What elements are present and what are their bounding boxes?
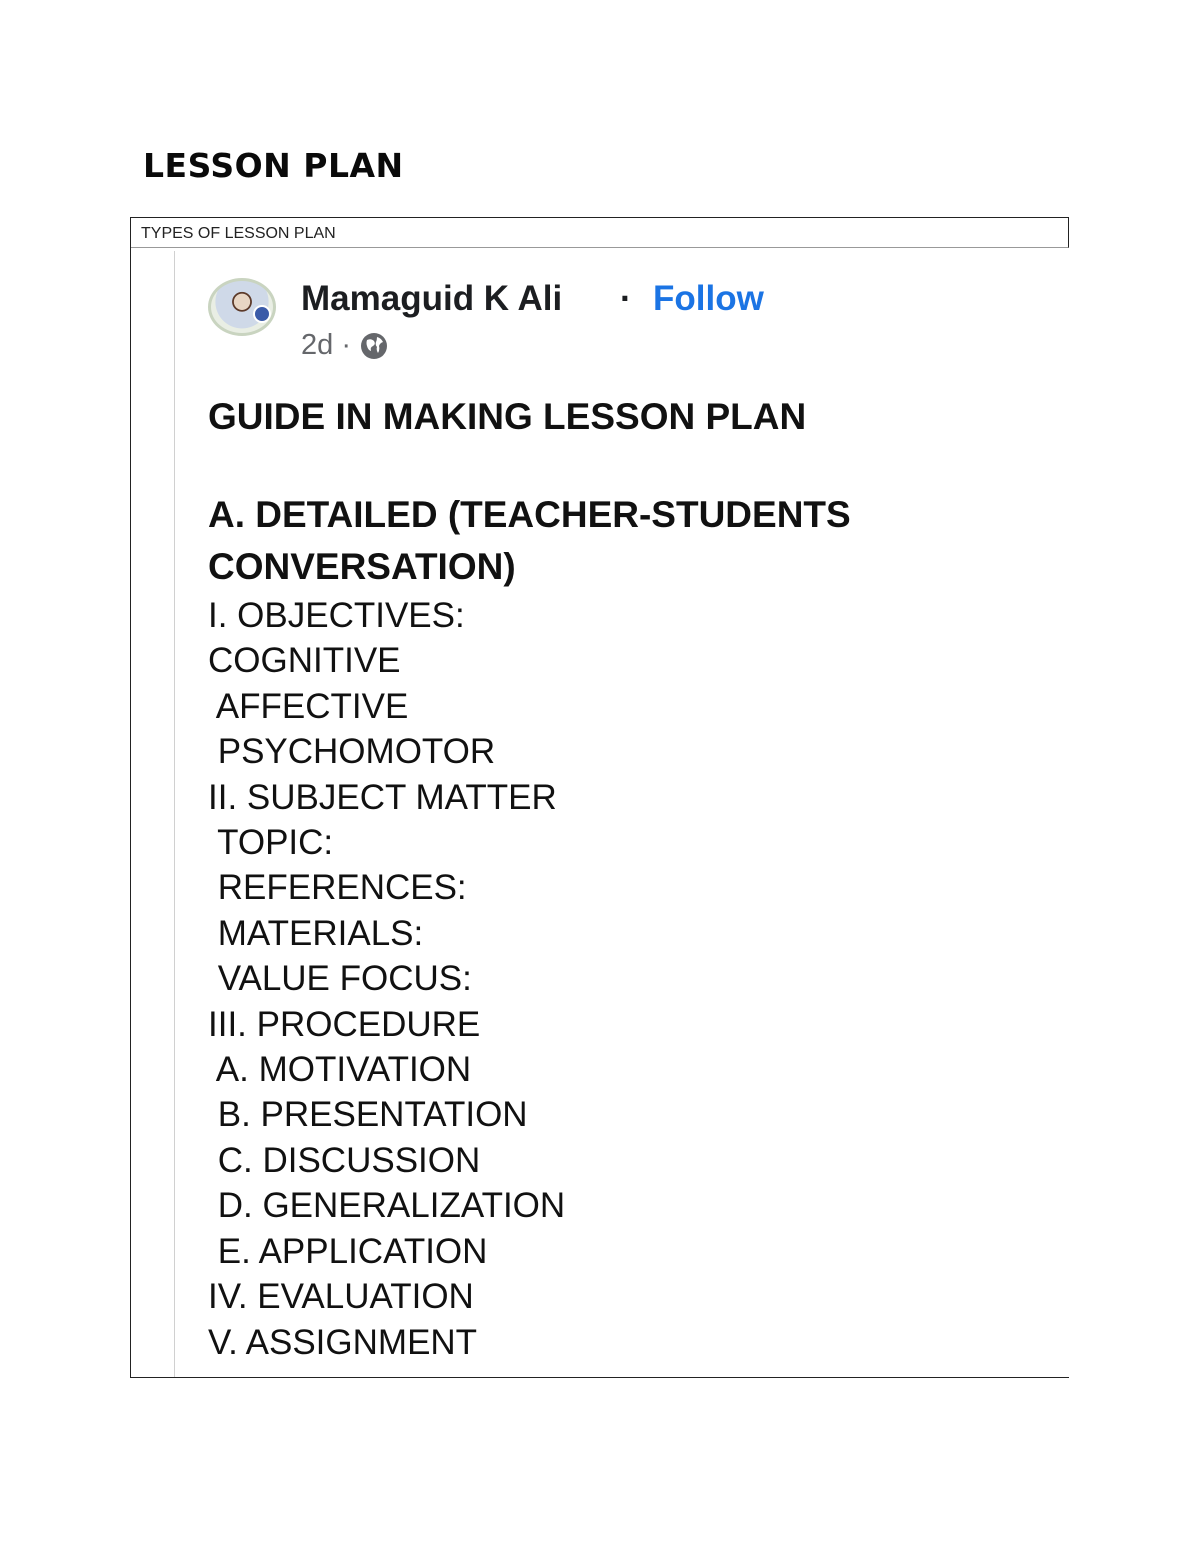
- outline-item: E. APPLICATION: [208, 1231, 488, 1271]
- social-post-screenshot: [174, 251, 1069, 1377]
- author-name[interactable]: Mamaguid K Ali: [301, 279, 563, 318]
- outline-item: A. MOTIVATION: [208, 1050, 472, 1090]
- outline-item: B. PRESENTATION: [208, 1095, 528, 1135]
- outline-list: [208, 593, 1069, 1365]
- detailed-heading-line1: A. DETAILED (TEACHER-STUDENTS: [208, 494, 851, 535]
- outline-item: PSYCHOMOTOR: [208, 732, 496, 772]
- lesson-plan-table: [130, 217, 1069, 1378]
- globe-icon: [359, 331, 389, 361]
- outline-item: AFFECTIVE: [208, 686, 409, 726]
- outline-item: V. ASSIGNMENT: [208, 1322, 478, 1362]
- outline-item: IV. EVALUATION: [208, 1277, 474, 1317]
- follow-button[interactable]: Follow: [653, 279, 764, 318]
- post-meta: [301, 329, 389, 362]
- separator-dot: ·: [620, 279, 632, 318]
- detailed-heading-line2: CONVERSATION): [208, 546, 516, 587]
- outline-item: C. DISCUSSION: [208, 1140, 481, 1180]
- outline-item: II. SUBJECT MATTER: [208, 777, 557, 817]
- outline-item: I. OBJECTIVES:: [208, 596, 465, 635]
- outline-item: D. GENERALIZATION: [208, 1186, 566, 1226]
- guide-heading: GUIDE IN MAKING LESSON PLAN: [208, 396, 807, 437]
- post-content: [208, 391, 1069, 1365]
- outline-item: TOPIC:: [208, 823, 334, 863]
- outline-item: REFERENCES:: [208, 868, 467, 908]
- document-title: LESSON PLAN: [143, 146, 404, 185]
- outline-item: III. PROCEDURE: [208, 1004, 481, 1044]
- table-header-text: TYPES OF LESSON PLAN: [141, 225, 336, 242]
- outline-item: COGNITIVE: [208, 641, 401, 681]
- author-avatar[interactable]: [208, 278, 276, 336]
- avatar-badge-icon: [253, 305, 271, 323]
- outline-item: VALUE FOCUS:: [208, 959, 472, 999]
- post-time[interactable]: 2d ·: [301, 329, 351, 361]
- outline-item: MATERIALS:: [208, 913, 424, 953]
- table-header-cell: [131, 218, 1069, 248]
